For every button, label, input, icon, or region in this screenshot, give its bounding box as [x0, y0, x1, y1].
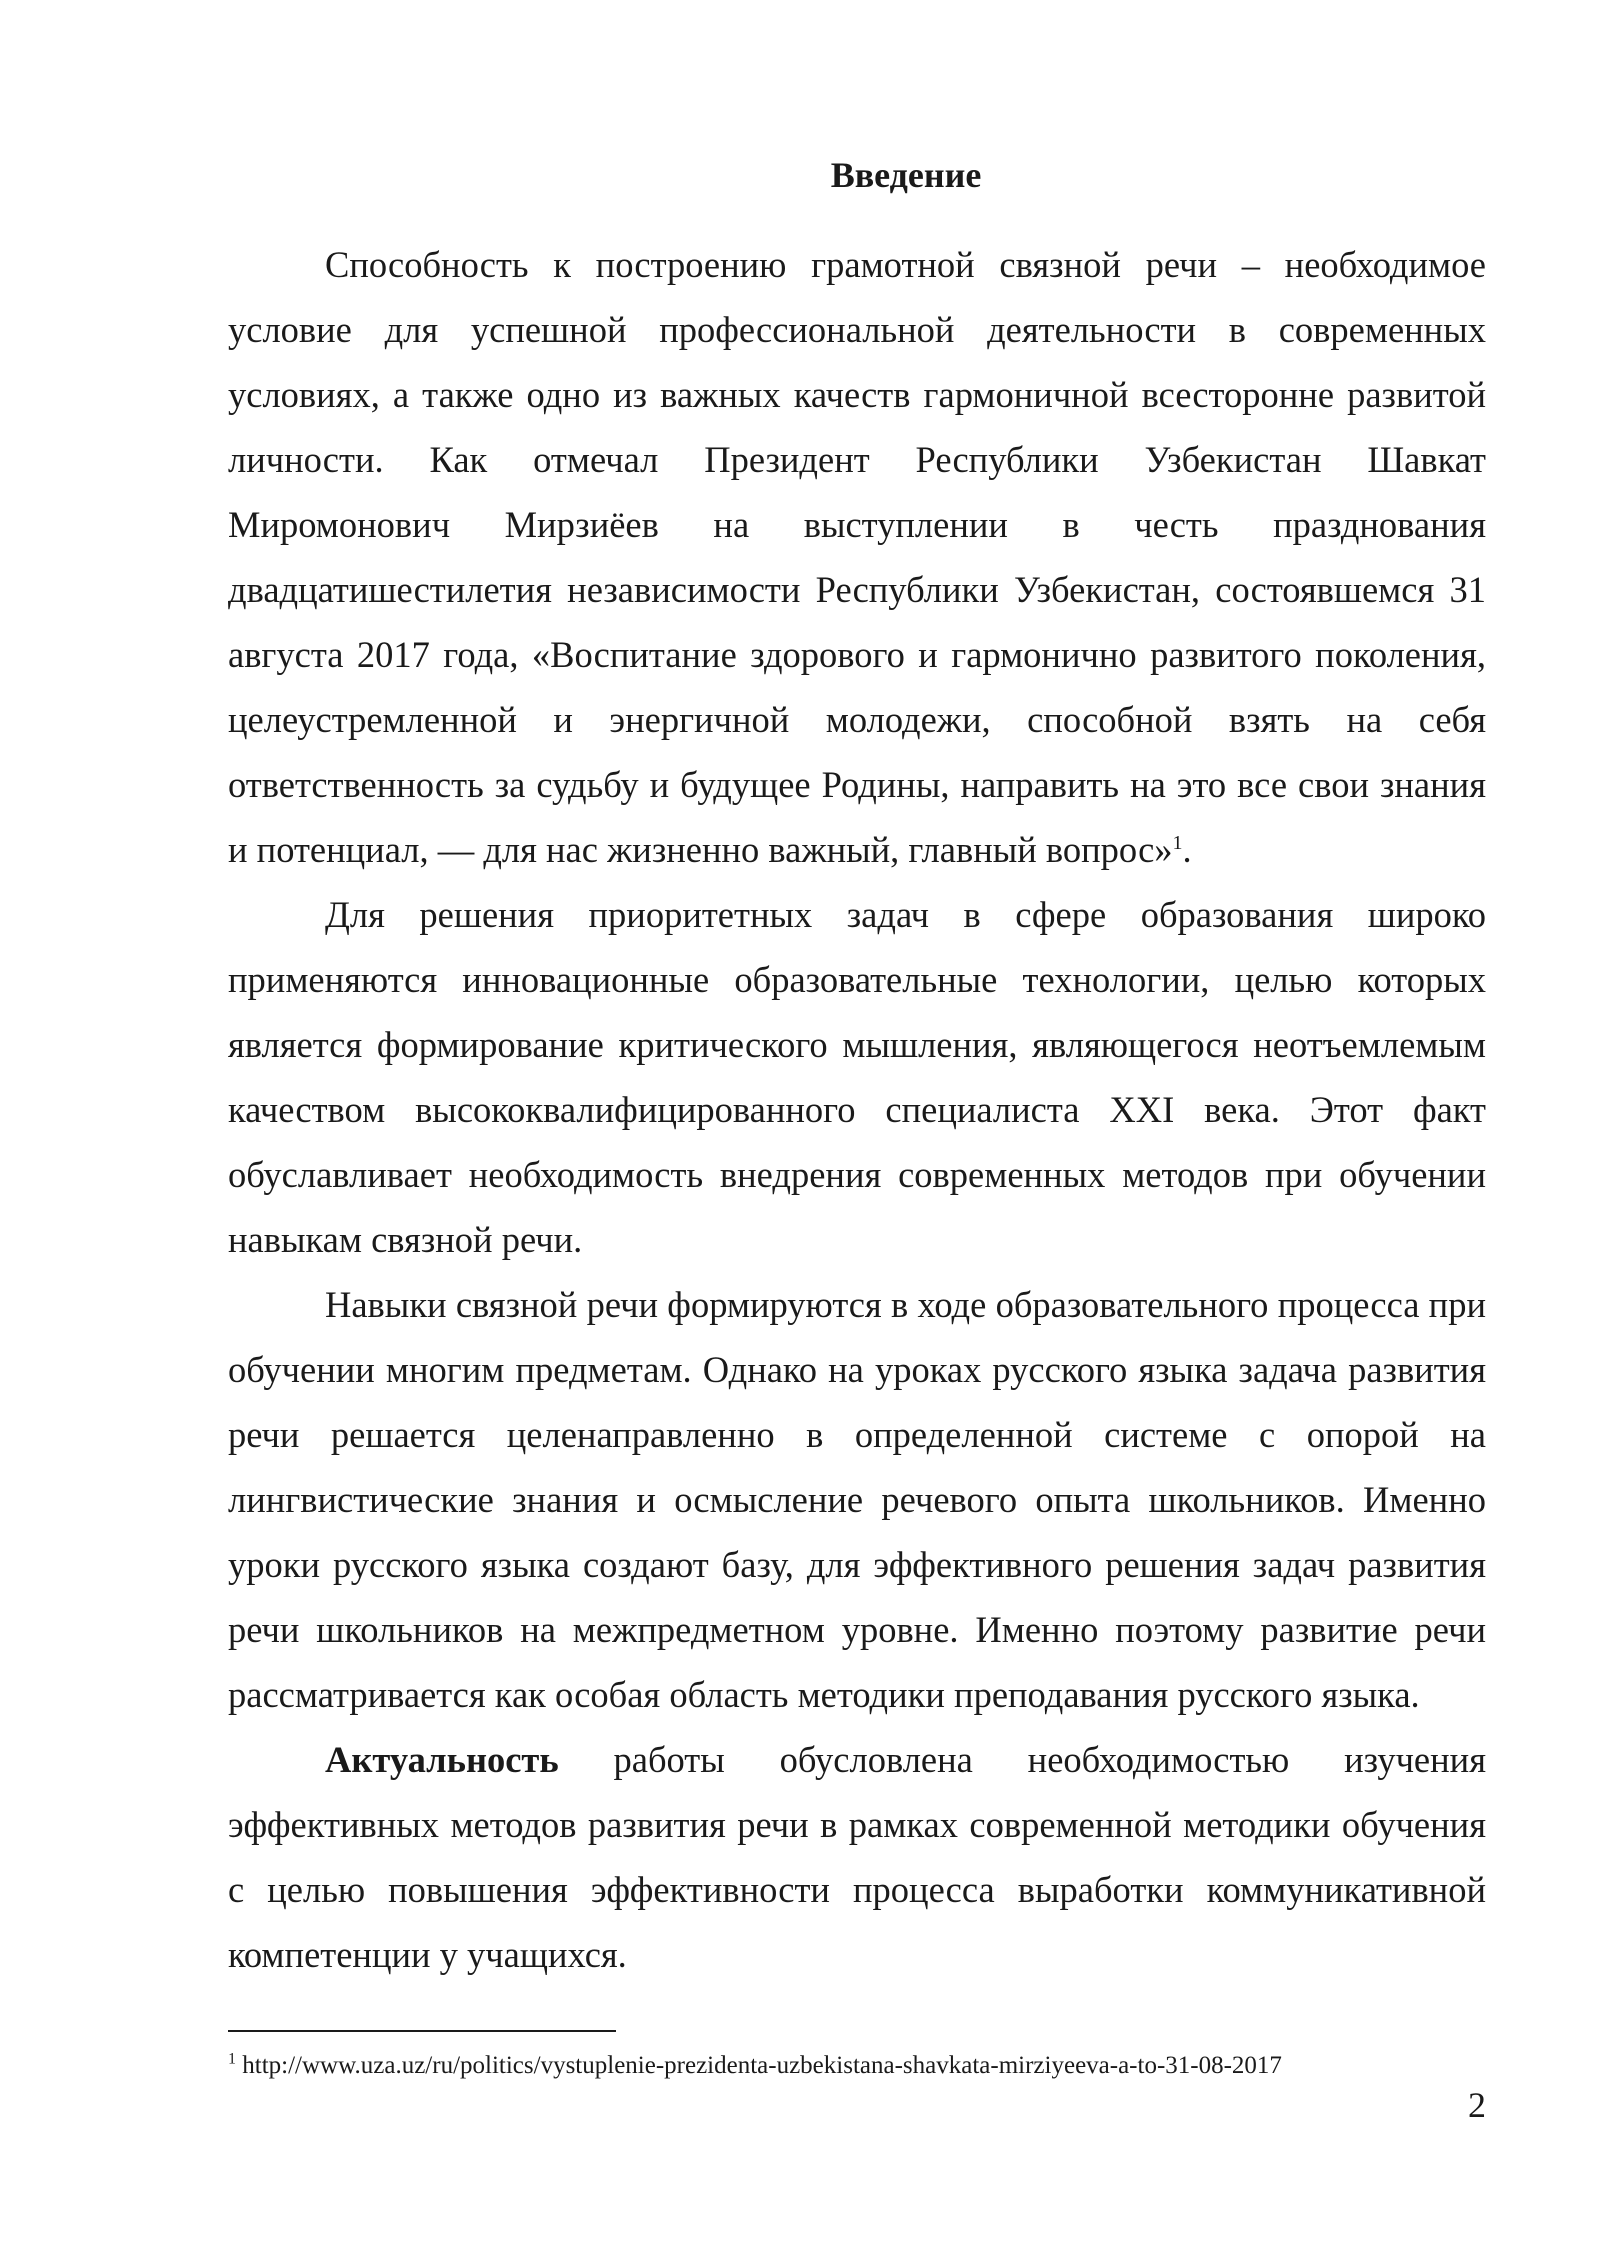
relevance-heading: Актуальность [325, 1739, 559, 1780]
paragraph-2 [228, 882, 1486, 1272]
footnote-reference[interactable]: 1 [1172, 831, 1183, 854]
footnote-link[interactable]: http://www.uza.uz/ru/politics/vystuplenie-prezidenta-uzbekistana-shavkata-mirziyeeva-a-to-31-08-2017 [236, 2052, 1282, 2079]
paragraph-1 [228, 232, 1486, 882]
page-number: 2 [1468, 2085, 1486, 2125]
paragraph-3 [228, 1272, 1486, 1727]
paragraph-1-tail: . [1182, 829, 1192, 870]
page-body [228, 150, 1486, 1987]
page-title: Введение [830, 155, 982, 195]
paragraph-4-text: работы обусловлена необходимостью изучения эффективных методов развития речи в рамках современной методики обучения с целью повышения эффективности процесса выработки коммуникативной компетенции у учащихся. [228, 1739, 1486, 1975]
paragraph-4 [228, 1727, 1486, 1987]
footnote-marker: 1 [228, 2050, 236, 2068]
footnote [228, 2048, 1486, 2084]
paragraph-2-text: Для решения приоритетных задач в сфере образования широко применяются инновационные образовательные технологии, целью которых является формирование критического мышления, являющегося неотъемлемым качеством высококвалифицированного специалиста XXI века. Этот факт обуславливает необходимость внедрения современных методов при обучении навыкам связной речи. [228, 894, 1486, 1260]
paragraph-3-text: Навыки связной речи формируются в ходе образовательного процесса при обучении многим предметам. Однако на уроках русского языка задача развития речи решается целенаправленно в определенной системе с опорой на лингвистические знания и осмысление речевого опыта школьников. Именно уроки русского языка создают базу, для эффективного решения задач развития речи школьников на межпредметном уровне. Именно поэтому развитие речи рассматривается как особая область методики преподавания русского языка. [228, 1284, 1486, 1715]
paragraph-1-text: Способность к построению грамотной связной речи – необходимое условие для успешной профессиональной деятельности в современных условиях, а также одно из важных качеств гармоничной всесторонне развитой личности. Как отмечал Президент Республики Узбекистан Шавкат Миромонович Мирзиёев на выступлении в честь празднования двадцатишестилетия независимости Республики Узбекистан, состоявшемся 31 августа 2017 года, «Воспитание здорового и гармонично развитого поколения, целеустремленной и энергичной молодежи, способной взять на себя ответственность за судьбу и будущее Родины, направить на это все свои знания и потенциал, — для нас жизненно важный, главный вопрос» [228, 244, 1486, 870]
footnote-separator [228, 2030, 616, 2032]
